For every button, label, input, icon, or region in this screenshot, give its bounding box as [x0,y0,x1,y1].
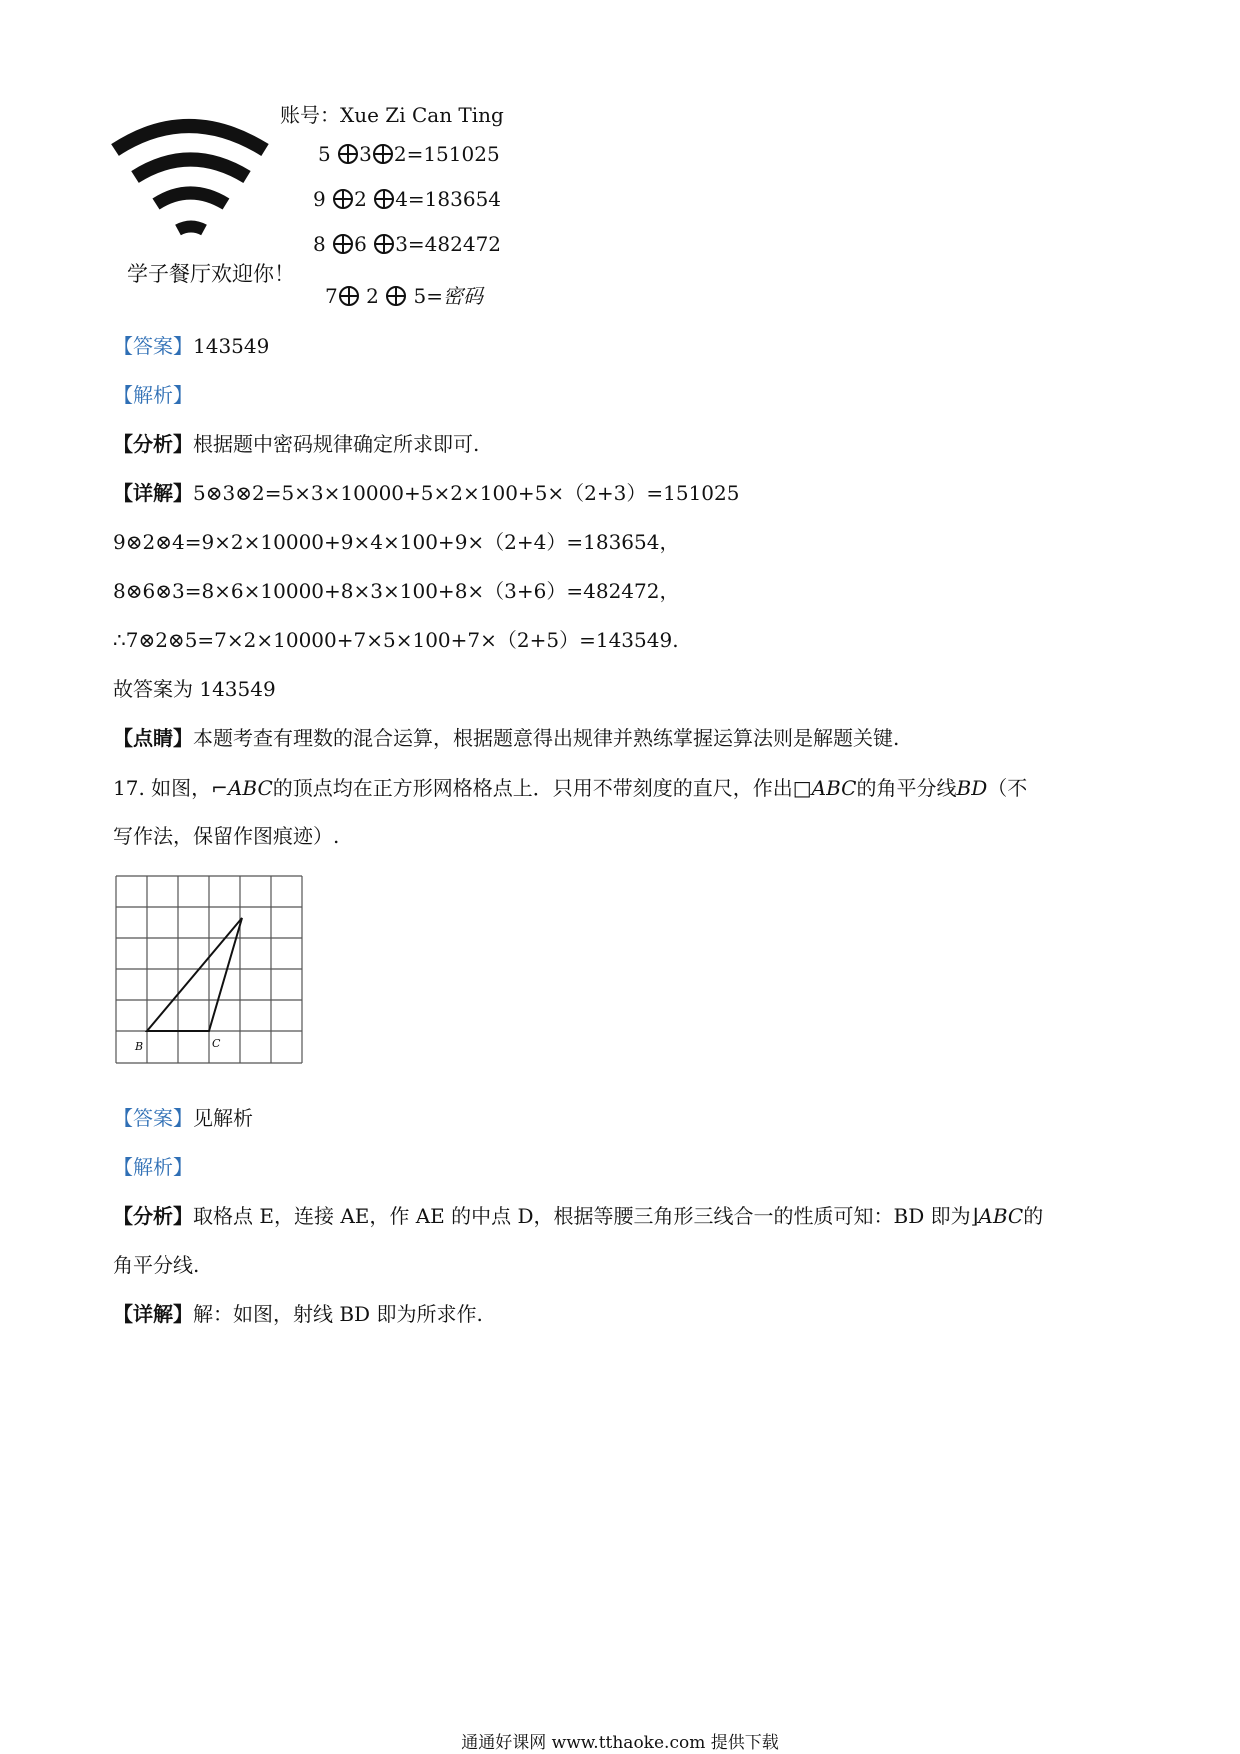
wifi-equation-1: 5 3 2=151025 [318,142,500,166]
q16-conclusion: 故答案为 143549 [113,677,276,701]
answer-tag: 【答案】 [113,1106,193,1130]
point-b-label: B [135,1040,144,1053]
q17-analysis-line-1: 【分析】取格点 E，连接 AE，作 AE 的中点 D，根据等腰三角形三线合一的性质可知：BD 即为⌋ABC的 [113,1204,1044,1228]
q17-question-line-2: 写作法，保留作图痕迹）. [113,824,340,848]
circled-plus-icon [332,188,354,210]
detail-tag: 【详解】 [113,481,193,505]
circled-plus-icon [373,233,395,255]
q16-jiexi-line [113,382,193,408]
comment-tag: 【点睛】 [113,726,193,750]
answer-value: 见解析 [193,1106,253,1130]
q16-detail-line-2: 9⊗2⊗4=9×2×10000+9×4×100+9×（2+4）=183654， [113,530,680,554]
page-footer: 通通好课网 www.tthaoke.com 提供下载 [461,1733,779,1753]
comment-text: 本题考查有理数的混合运算，根据题意得出规律并熟练掌握运算法则是解题关键. [193,726,900,750]
answer-value: 143549 [193,334,270,358]
q16-detail-line-3: 8⊗6⊗3=8×6×10000+8×3×100+8×（3+6）=482472， [113,579,680,603]
q16-analysis-line [113,431,479,457]
q17-question-line-1: 17. 如图，⌐ABC的顶点均在正方形网格格点上．只用不带刻度的直尺，作出□ABC的角平分线BD（不 [113,776,1028,800]
analysis-text: 根据题中密码规律确定所求即可. [193,432,480,456]
circled-plus-icon [372,143,394,165]
jiexi-tag: 【解析】 [113,383,193,407]
q16-detail-line-1: 【详解】5⊗3⊗2=5×3×10000+5×2×100+5×（2+3）=151025 [113,481,740,505]
q16-answer-line [113,333,269,359]
wifi-account-label: 账号：Xue Zi Can Ting [280,103,504,127]
wifi-equation-3: 8 6 3=482472 [313,232,502,256]
circled-plus-icon [338,285,360,307]
analysis-tag: 【分析】 [113,432,193,456]
jiexi-tag: 【解析】 [113,1155,193,1179]
detail-tag: 【详解】 [113,1302,193,1326]
wifi-caption: 学子餐厅欢迎你！ [127,262,295,286]
circled-plus-icon [332,233,354,255]
q16-detail-line-4: ∴7⊗2⊗5=7×2×10000+7×5×100+7×（2+5）=143549. [113,628,679,652]
circled-plus-icon [337,143,359,165]
q17-analysis-line-2: 角平分线. [113,1253,200,1277]
circled-plus-icon [385,285,407,307]
q17-answer-line [113,1105,253,1131]
q17-detail-line: 【详解】解：如图，射线 BD 即为所求作. [113,1302,483,1326]
point-c-label: C [212,1037,221,1050]
q16-comment-line [113,725,899,751]
q17-jiexi-line [113,1154,193,1180]
triangle-grid-figure [115,875,305,1065]
wifi-icon [110,110,270,240]
analysis-tag: 【分析】 [113,1204,193,1228]
wifi-equation-4: 7 2 5=密码 [325,284,484,308]
circled-plus-icon [373,188,395,210]
wifi-equation-2: 9 2 4=183654 [313,187,502,211]
answer-tag: 【答案】 [113,334,193,358]
